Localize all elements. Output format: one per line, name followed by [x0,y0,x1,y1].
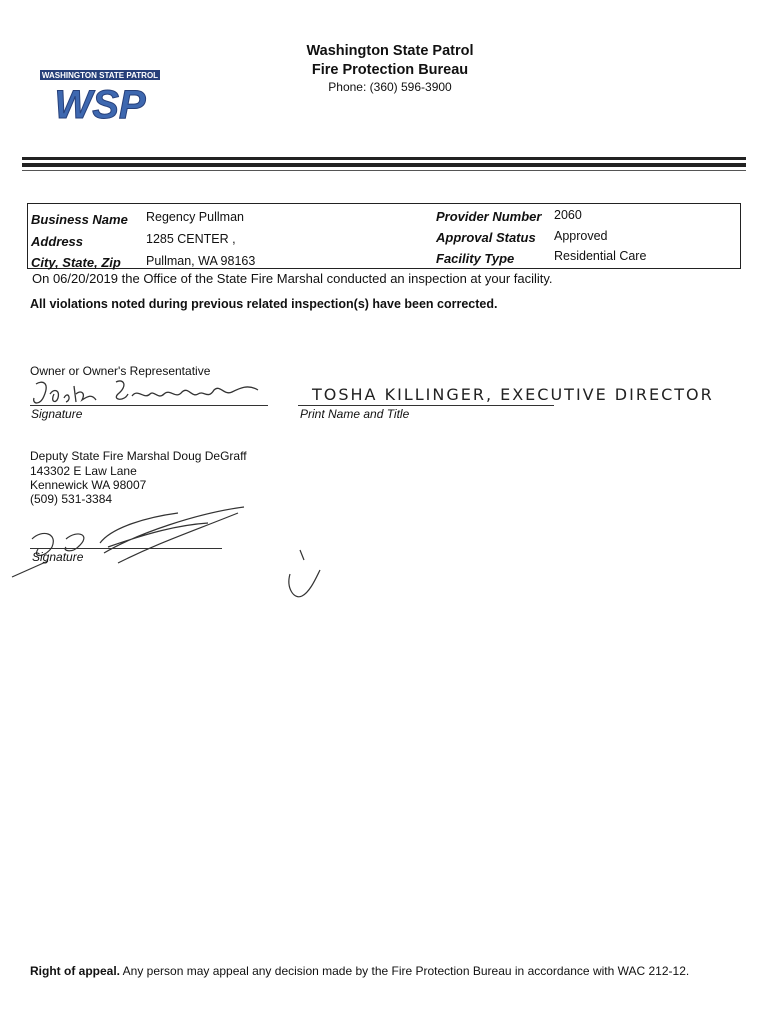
provider-number-value: 2060 [554,208,582,222]
header-rule [22,163,746,167]
violations-statement: All violations noted during previous related inspection(s) have been corrected. [30,297,498,311]
marshal-name: Deputy State Fire Marshal Doug DeGraff [30,449,247,463]
bureau-subtitle: Fire Protection Bureau [311,62,469,78]
business-name-label: Business Name [31,212,128,227]
owner-heading: Owner or Owner's Representative [30,364,211,378]
marshal-signature-line [30,548,222,549]
marshal-signature-label: Signature [32,550,84,564]
facility-type-value: Residential Care [554,249,647,263]
address-value: 1285 CENTER , [146,232,236,246]
inspection-intro: On 06/20/2019 the Office of the State Fire Marshal conducted an inspection at your facility. [32,271,553,286]
marshal-city: Kennewick WA 98007 [30,478,147,492]
right-of-appeal [30,964,689,978]
owner-print-name-handwritten: TOSHA KILLINGER, EXECUTIVE DIRECTOR [312,385,714,404]
marshal-street: 143302 E Law Lane [30,464,137,478]
address-label: Address [31,234,84,249]
header-rule [22,157,746,160]
business-name-value: Regency Pullman [146,210,244,224]
header-rule [22,170,746,171]
provider-number-label: Provider Number [436,209,542,224]
marshal-phone: (509) 531-3384 [30,492,113,506]
approval-status-label: Approval Status [436,230,536,245]
handwritten-mark [282,548,332,604]
appeal-heading: Right of appeal. [30,964,120,978]
owner-signature-label: Signature [31,407,83,421]
agency-title: Washington State Patrol [306,43,474,59]
print-name-label: Print Name and Title [300,407,410,421]
agency-phone: Phone: (360) 596-3900 [328,80,452,94]
wsp-logo [38,60,162,122]
approval-status-value: Approved [554,229,608,243]
logo-text: WASHINGTON STATE PATROL [41,71,159,80]
print-name-line [298,405,554,406]
owner-signature-line [30,405,268,406]
appeal-text: Any person may appeal any decision made by the Fire Protection Bureau in accordance with WAC 212-12. [120,964,690,978]
city-value: Pullman, WA 98163 [146,254,256,268]
facility-type-label: Facility Type [436,251,515,266]
city-label: City, State, Zip [31,255,121,270]
logo-letters: WSP [54,83,146,122]
marshal-signature [8,503,248,583]
